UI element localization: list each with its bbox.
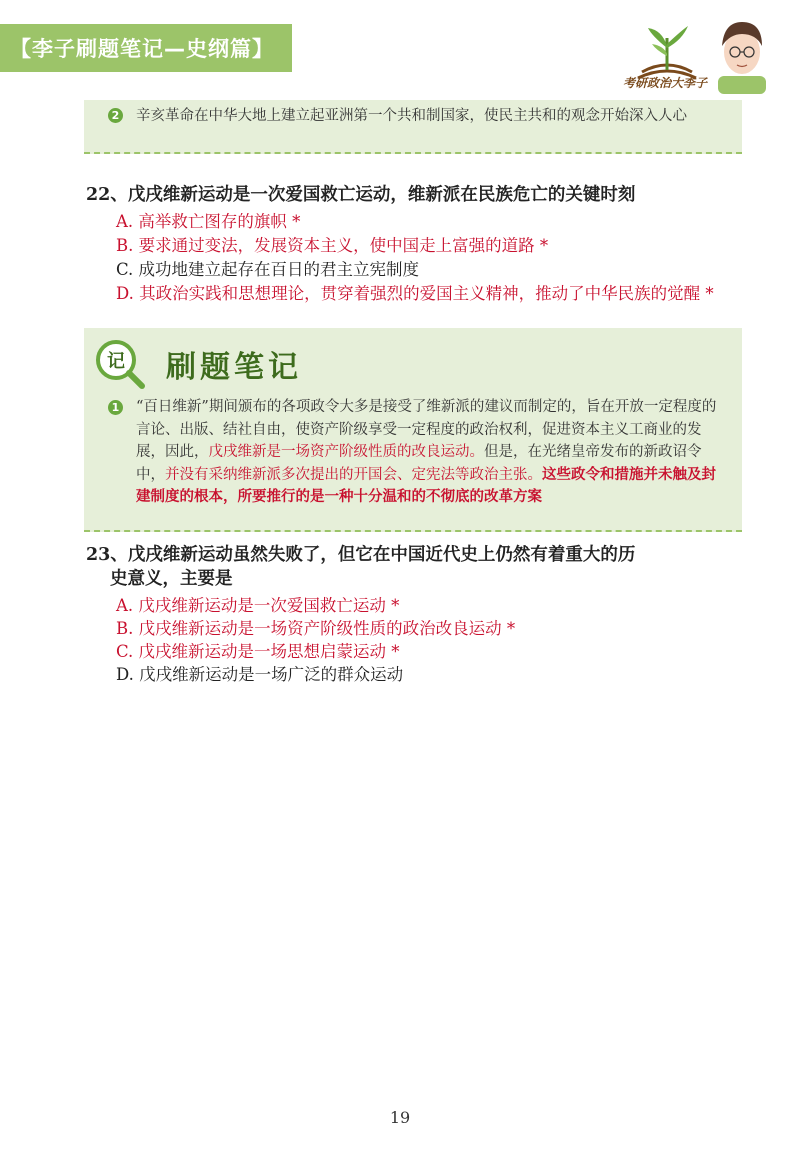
top-note-box (84, 100, 742, 154)
note-number-badge: 2 (108, 108, 123, 123)
question-22: 22、戊戌维新运动是一次爱国救亡运动，维新派在民族危亡的关键时刻 (86, 185, 636, 205)
q23-option-b: B. 戊戌维新运动是一场资产阶级性质的政治改良运动 * (116, 619, 516, 638)
notes-header (84, 328, 742, 390)
notes-number-badge: 1 (108, 400, 123, 415)
notes-text-red-1: 戊戌维新是一场资产阶级性质的改良运动。 (208, 444, 484, 460)
q23-option-c: C. 戊戌维新运动是一场思想启蒙运动 * (116, 642, 400, 661)
notes-text-plain-1: “百日维新”期间颁布的各项政令大多是接受了维新派的建议而制定的，旨在开放一定程度的言论、出版、结社自由，使资产阶级享受一定程度的政治权利，促进资本主义工商业的发展，因此， (136, 399, 717, 460)
q23-option-d: D. 戊戌维新运动是一场广泛的群众运动 (116, 665, 404, 684)
q23-option-a: A. 戊戌维新运动是一次爱国救亡运动 * (116, 596, 400, 615)
header-title: 【李子刷题笔记—史纲篇】 (10, 37, 274, 61)
q22-option-c: C. 成功地建立起存在百日的君主立宪制度 (116, 260, 420, 279)
header-banner (0, 24, 292, 72)
notes-paragraph (136, 396, 728, 509)
notes-text-plain-2: 但是，在光绪皇帝发布的新政诏令中， (136, 444, 702, 483)
magnifier-note-icon (90, 334, 148, 392)
notes-body (108, 396, 728, 509)
notes-box (84, 328, 742, 532)
notes-text-red-2: 并没有采纳维新派多次提出的开国会、定宪法等政治主张。 (165, 466, 542, 483)
notes-icon-label: 记 (107, 351, 125, 372)
q22-option-a: A. 高举救亡图存的旗帜 * (116, 212, 301, 231)
q22-option-b: B. 要求通过变法，发展资本主义，使中国走上富强的道路 * (116, 236, 549, 255)
notes-text-bold-red: 这些政令和措施并未触及封建制度的根本，所要推行的是一种十分温和的不彻底的改革方案 (136, 465, 716, 505)
top-note-text: 辛亥革命在中华大地上建立起亚洲第一个共和制国家，使民主共和的观念开始深入人心 (136, 108, 687, 124)
question-23-line-1: 23、戊戌维新运动虽然失败了，但它在中国近代史上仍然有着重大的历 (86, 545, 636, 565)
question-23-line-2: 史意义，主要是 (110, 569, 233, 589)
q22-option-d: D. 其政治实践和思想理论，贯穿着强烈的爱国主义精神，推动了中华民族的觉醒 * (116, 284, 714, 303)
avatar (712, 16, 772, 94)
logo-caption: 考研政治大李子 (622, 76, 707, 90)
page-number: 19 (389, 1108, 411, 1127)
notes-title: 刷题笔记 (166, 350, 302, 385)
